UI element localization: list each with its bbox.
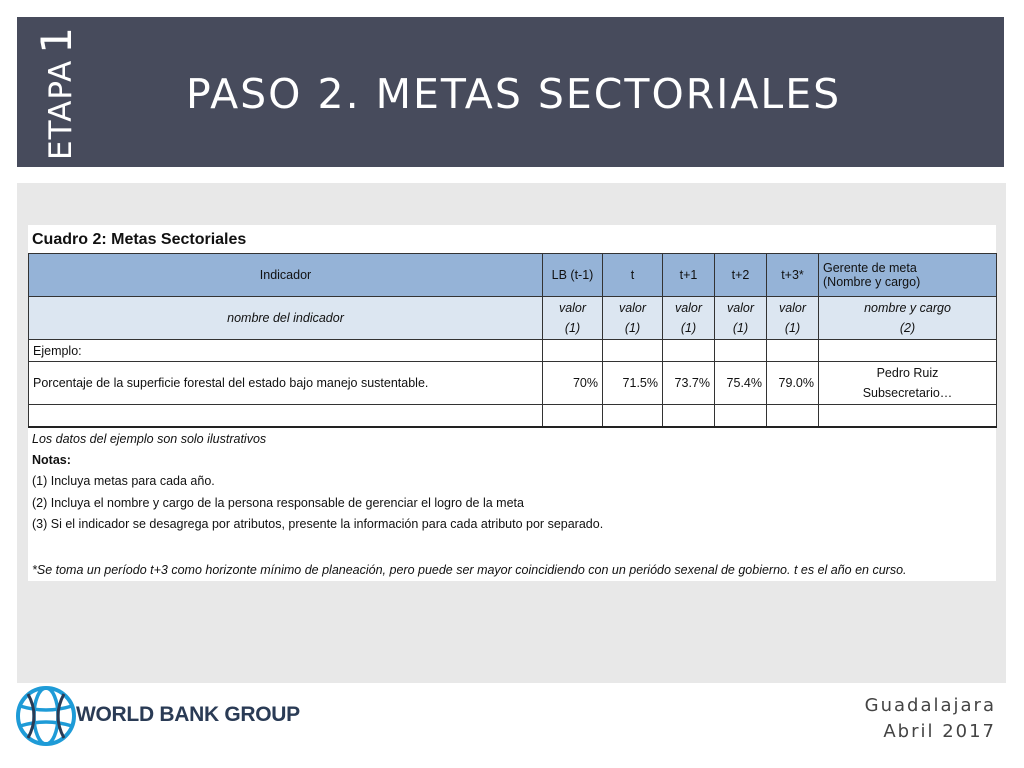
header-gerente (819, 254, 997, 297)
header-indicador: Indicador (29, 254, 543, 297)
footer-city: Guadalajara (864, 695, 996, 716)
note-3: (3) Si el indicador se desagrega por atributos, presente la información para cada atributo por separado. (32, 517, 604, 531)
stage-number: 1 (32, 27, 81, 54)
example-t: 71.5% (603, 362, 663, 405)
table-caption: Cuadro 2: Metas Sectoriales (32, 231, 247, 248)
example-gerente-title: Subsecretario… (862, 386, 953, 400)
illustrative-note: Los datos del ejemplo son solo ilustrativos (32, 432, 267, 446)
ref-text: (1) (784, 321, 801, 335)
empty-cell (603, 340, 663, 362)
valor-text: valor (558, 301, 587, 315)
placeholder-t2 (715, 297, 767, 340)
empty-cell (715, 405, 767, 428)
empty-cell (543, 405, 603, 428)
placeholder-t1 (663, 297, 715, 340)
gerente-placeholder-text: nombre y cargo (864, 301, 951, 315)
valor-text: valor (674, 301, 703, 315)
example-lb: 70% (543, 362, 603, 405)
notes-heading: Notas: (32, 453, 71, 467)
stage-word: ETAPA (43, 59, 79, 160)
example-indicador: Porcentaje de la superficie forestal del estado bajo manejo sustentable. (29, 362, 543, 405)
header-gerente-line1: Gerente de meta (823, 261, 917, 275)
footer-date: Abril 2017 (883, 721, 996, 742)
valor-text: valor (618, 301, 647, 315)
example-t3: 79.0% (767, 362, 819, 405)
footer-location (865, 693, 996, 745)
empty-cell (603, 405, 663, 428)
valor-text: valor (778, 301, 807, 315)
empty-cell (29, 405, 543, 428)
valor-text: valor (726, 301, 755, 315)
example-row (29, 362, 997, 405)
empty-cell (663, 405, 715, 428)
ref-text: (1) (680, 321, 697, 335)
ref-text: (1) (732, 321, 749, 335)
note-2: (2) Incluya el nombre y cargo de la persona responsable de gerenciar el logro de la meta (32, 496, 524, 510)
example-gerente-name: Pedro Ruiz (876, 366, 939, 380)
empty-cell (819, 340, 997, 362)
table-header-row (29, 254, 997, 297)
example-t2: 75.4% (715, 362, 767, 405)
gerente-ref-text: (2) (899, 321, 916, 335)
placeholder-row (29, 297, 997, 340)
header-gerente-line2: (Nombre y cargo) (823, 275, 921, 289)
world-bank-globe-icon (14, 684, 78, 748)
header-t3: t+3* (767, 254, 819, 297)
placeholder-t (603, 297, 663, 340)
example-label: Ejemplo: (29, 340, 543, 362)
empty-cell (663, 340, 715, 362)
org-logo-text: WORLD BANK GROUP (76, 703, 300, 726)
example-gerente (819, 362, 997, 405)
header-t1: t+1 (663, 254, 715, 297)
empty-cell (767, 405, 819, 428)
header-t: t (603, 254, 663, 297)
slide-title: PASO 2. METAS SECTORIALES (186, 70, 842, 118)
empty-cell (819, 405, 997, 428)
footnote: *Se toma un período t+3 como horizonte mínimo de planeación, pero puede ser mayor coincidiendo con un periódo sexenal de gobierno. t es el año en curso. (32, 563, 907, 577)
placeholder-t3 (767, 297, 819, 340)
stage-label (32, 10, 81, 160)
note-1: (1) Incluya metas para cada año. (32, 474, 215, 488)
header-lb: LB (t-1) (543, 254, 603, 297)
empty-cell (543, 340, 603, 362)
empty-cell (767, 340, 819, 362)
empty-cell (715, 340, 767, 362)
ref-text: (1) (624, 321, 641, 335)
header-t2: t+2 (715, 254, 767, 297)
placeholder-gerente (819, 297, 997, 340)
placeholder-lb (543, 297, 603, 340)
placeholder-indicador: nombre del indicador (29, 297, 543, 340)
example-label-row (29, 340, 997, 362)
sectoral-goals-table (28, 253, 997, 428)
example-t1: 73.7% (663, 362, 715, 405)
ref-text: (1) (564, 321, 581, 335)
empty-row (29, 405, 997, 428)
